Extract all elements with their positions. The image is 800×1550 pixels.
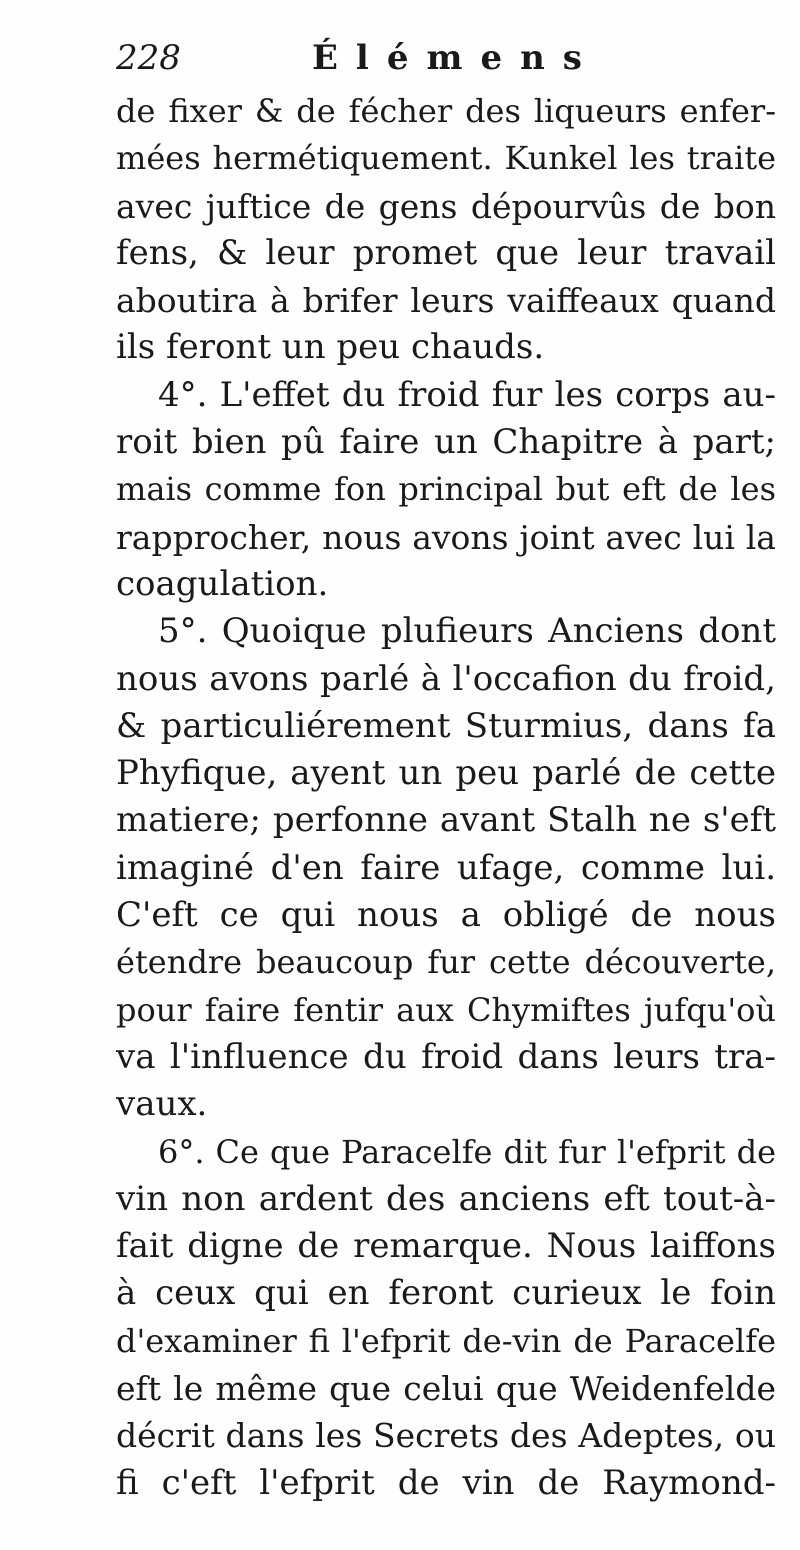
text-line: pour faire fentir aux Chymiftes jufqu'où: [116, 990, 776, 1029]
text-line: matiere; perfonne avant Stalh ne s'eft: [116, 800, 776, 841]
text-line: d'examiner fi l'efprit de-vin de Paracelfe: [116, 1321, 776, 1360]
text-line: mais comme fon principal but eft de les: [116, 470, 776, 509]
text-line: aboutira à brifer leurs vaiffeaux quand: [116, 281, 776, 321]
text-line: eft le même que celui que Weidenfelde: [116, 1369, 776, 1409]
text-line: 6°. Ce que Paracelfe dit fur l'efprit de: [158, 1132, 776, 1171]
text-line: décrit dans les Secrets des Adeptes, ou: [116, 1416, 776, 1456]
text-line: avec juftice de gens dépourvûs de bon: [116, 186, 776, 226]
text-line: vin non ardent des anciens eft tout-à-: [116, 1178, 776, 1219]
text-line: fens, & leur promet que leur travail: [116, 232, 776, 273]
text-line: vaux.: [116, 1084, 208, 1125]
text-line: de fixer & de fécher des liqueurs enfer-: [116, 92, 776, 130]
text-line: C'eft ce qui nous a obligé de nous: [116, 895, 776, 936]
text-line: & particuliérement Sturmius, dans fa: [116, 705, 776, 746]
text-line: Phyfique, ayent un peu parlé de cette: [116, 753, 776, 794]
text-line: fi c'eft l'efprit de vin de Raymond-: [116, 1462, 776, 1503]
text-line: coagulation.: [116, 563, 329, 604]
running-title: Élémens: [312, 38, 600, 78]
body-text: [116, 88, 776, 1507]
text-line: étendre beaucoup fur cette découverte,: [116, 943, 776, 982]
text-line: imaginé d'en faire ufage, comme lui.: [116, 847, 776, 888]
text-line: nous avons parlé à l'occafion du froid,: [116, 658, 776, 699]
text-line: à ceux qui en feront curieux le foin: [116, 1273, 776, 1314]
text-line: ils feront un peu chauds.: [116, 327, 545, 368]
running-head: [116, 38, 736, 78]
text-line: mées hermétiquement. Kunkel les traite: [116, 139, 776, 178]
text-line: 4°. L'effet du froid fur les corps au-: [158, 374, 776, 415]
page-number: 228: [116, 38, 181, 78]
text-line: rapprocher, nous avons joint avec lui la: [116, 517, 776, 557]
text-line: va l'influence du froid dans leurs tra-: [116, 1036, 776, 1077]
text-line: roit bien pû faire un Chapitre à part;: [116, 422, 776, 463]
text-line: fait digne de remarque. Nous laiffons: [116, 1226, 776, 1267]
text-line: 5°. Quoique plufieurs Anciens dont: [158, 611, 776, 652]
